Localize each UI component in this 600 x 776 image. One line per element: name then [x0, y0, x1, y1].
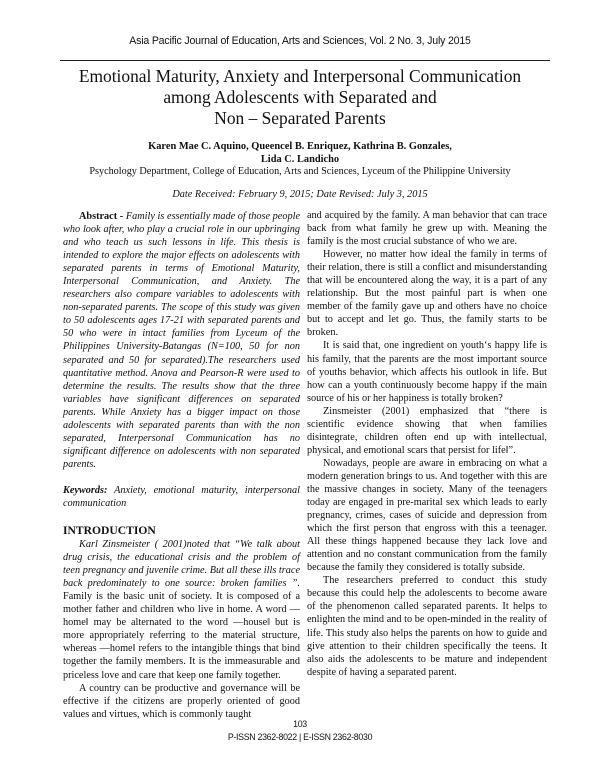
intro-paragraph	[63, 538, 300, 682]
header-rule	[60, 60, 550, 61]
dates-received-revised: Date Received: February 9, 2015; Date Revised: July 3, 2015	[172, 189, 428, 200]
affiliation: Psychology Department, College of Education, Arts and Sciences, Lyceum of the Philippine University	[89, 166, 511, 177]
page-number: 103	[293, 719, 307, 729]
body-paragraph: Zinsmeister (2001) emphasized that “there is scientific evidence showing that when families disintegrate, children often end up with intellectual, physical, and emotional scars that persist for life‖”.	[307, 405, 547, 456]
abstract-text: Family is essentially made of those people who look after, who play a crucial role in our upbringing and who teach us such lessons in life. This thesis is intended to explore the major effects on adolescents with separated parents in terms of Emotional Maturity, Interpersonal Communication, and Anxiety. The researchers also compare variables to adolescents with non-separated parents. The scope of this study was given to 50 adolescents ages 17-21 with separated parents and 50 who were in intact families from Lyceum of the Philippines University-Batangas (N=100, 50 for non separated and 50 for separated).The researchers used quantitative method. Anova and Pearson-R were used to determine the results. The results show that the three variables have significant differences on separated parents. While Anxiety has a bigger impact on those adolescents with separated parents than with the non separated, Interpersonal Communication has no significant difference on adolescents with non separated parents.	[63, 211, 300, 470]
right-column	[307, 209, 547, 679]
keywords	[63, 484, 300, 510]
authors-line: Karen Mae C. Aquino, Queencel B. Enriquez, Kathrina B. Gonzales,	[148, 141, 452, 152]
intro-quote: Karl Zinsmeister ( 2001)noted that “We talk about drug crisis, the educational crisis and the problem of teen pregnancy and juvenile crime. But all these ills trace back predominately to one source: broken families ”.	[63, 539, 300, 590]
author-list	[20, 141, 580, 166]
article-title	[40, 66, 560, 129]
body-paragraph: Nowadays, people are aware in embracing on what a modern generation brings to us. And together with this are the massive changes in society. Many of the teenagers today are engaged in pre-marital sex which leads to early pregnancy, crimes, cases of suicide and depression from which the first person that engross with this a teenager. All these things happened because they lack love and attention and no constant communication from the family because the family they considered is totally subside.	[307, 457, 547, 574]
abstract-label: Abstract -	[79, 211, 126, 222]
running-head: Asia Pacific Journal of Education, Arts and Sciences, Vol. 2 No. 3, July 2015	[129, 35, 471, 47]
title-line: Emotional Maturity, Anxiety and Interpersonal Communication	[78, 66, 522, 86]
intro-text: Family is the basic unit of society. It is composed of a mother father and children who live in home. A word —home‖ may be alternated to the word —house‖ but is more appropriately referring to the material structure, whereas —home‖ refers to the intangible things that bind together the family members. It is the immeasurable and priceless love and care that keep one family together.	[63, 591, 300, 681]
authors-line: Lida C. Landicho	[260, 153, 340, 165]
keywords-text: Anxiety, emotional maturity, interpersonal communication	[63, 484, 300, 509]
keywords-label: Keywords:	[63, 484, 115, 496]
left-column	[63, 210, 300, 721]
body-paragraph: and acquired by the family. A man behavior that can trace back from what family he grew up with. Meaning the family is the most crucial substance of who we are.	[307, 210, 547, 248]
body-paragraph: It is said that, one ingredient on youth‘s happy life is his family, that the parents are the most important source of youths behavior, which affects his outlook in life. But how can a youth continuously become happy if the main source of his or her happiness is totally broken?	[307, 340, 547, 404]
title-line: among Adolescents with Separated and	[163, 87, 437, 107]
abstract	[63, 210, 300, 471]
body-paragraph: The researchers preferred to conduct this study because this could help the adolescents to become aware of the phenomenon called separated parents. It helps to enlighten the mind and to be open-minded in the reality of life. This study also helps the parents on how to guide and give attention to their children specifically the teens. It also aids the adolescents to be mature and independent despite of having a separated parent.	[307, 575, 547, 678]
introduction-heading: INTRODUCTION	[63, 524, 156, 538]
body-paragraph: A country can be productive and governance will be effective if the citizens are properly oriented of good values and virtues, which is commonly taught	[63, 682, 300, 720]
issn-line: P-ISSN 2362-8022 | E-ISSN 2362-8030	[227, 732, 373, 742]
body-paragraph: However, no matter how ideal the family in terms of their relation, there is still a conflict and misunderstanding that will be encountered along the way, it is a part of any relationship. But the most painful part is when one member of the family gave up and others have no choice but to accept and let go. Thus, the family starts to be broken.	[307, 249, 547, 339]
title-line: Non – Separated Parents	[214, 108, 386, 128]
